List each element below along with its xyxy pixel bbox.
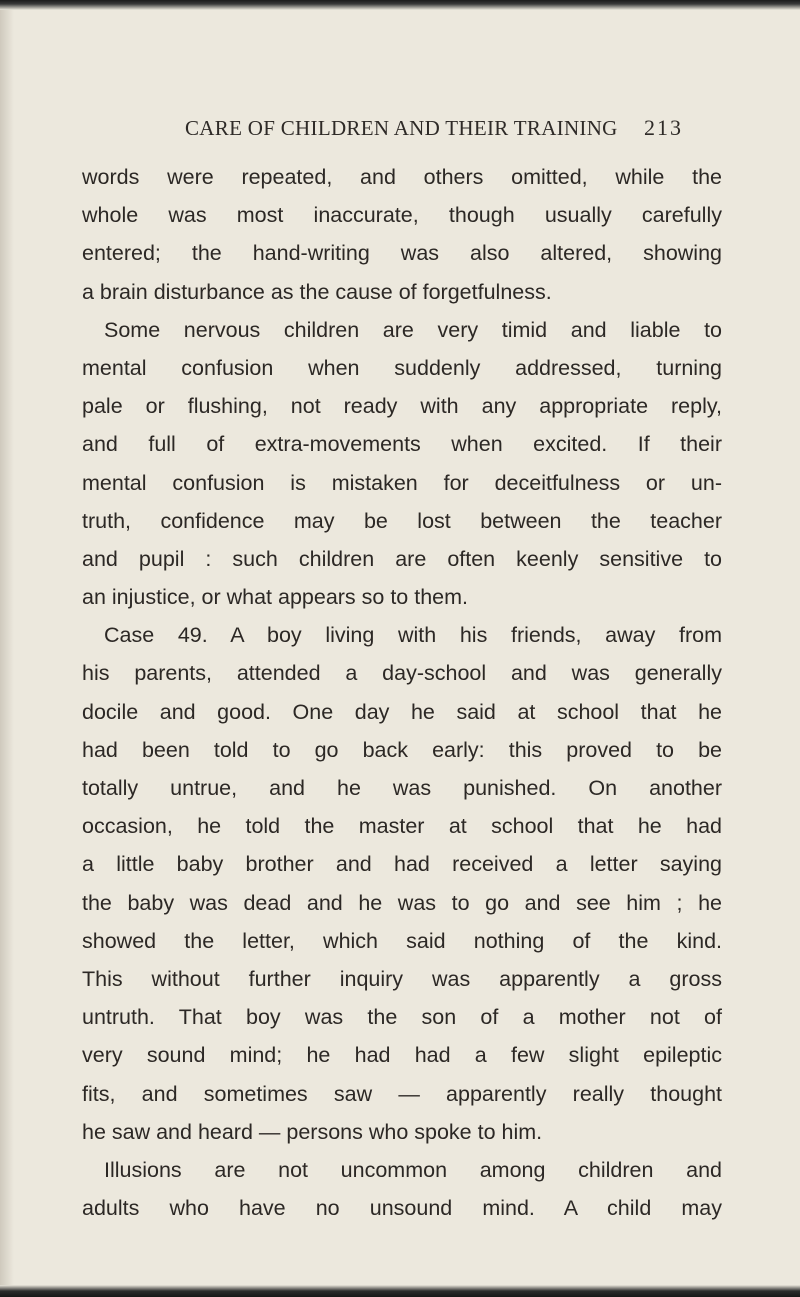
text-line: totally untrue, and he was punished. On another	[82, 776, 722, 800]
text-line: he saw and heard — persons who spoke to him.	[82, 1119, 543, 1144]
text-line: untruth. That boy was the son of a mother not of	[82, 1005, 722, 1030]
paragraph-start: Some nervous children are very timid and liable to	[104, 317, 722, 342]
body-text	[82, 158, 722, 1227]
text-line: an injustice, or what appears so to them.	[82, 585, 469, 610]
text-line: had been told to go back early: this proved to be	[82, 737, 722, 762]
text-line: very sound mind; he had had a few slight epileptic	[82, 1043, 722, 1068]
text-line: fits, and sometimes saw — apparently really thought	[82, 1081, 722, 1106]
text-line: mental confusion is mistaken for deceitfulness or un-	[82, 470, 722, 495]
page-top-edge	[0, 0, 800, 10]
paragraph-start: Illusions are not uncommon among children and	[104, 1157, 722, 1182]
text-line: a little baby brother and had received a letter saying	[82, 852, 722, 877]
text-line: entered; the hand-writing was also altered, showing	[82, 241, 722, 266]
paragraph-start: Case 49. A boy living with his friends, away from	[104, 623, 722, 648]
text-line: truth, confidence may be lost between the teacher	[82, 508, 722, 533]
page-bottom-edge	[0, 1285, 800, 1297]
text-line: the baby was dead and he was to go and see him ; he	[82, 890, 722, 915]
text-line: showed the letter, which said nothing of the kind.	[82, 928, 722, 953]
text-line: and full of extra-movements when excited. If their	[82, 432, 722, 457]
page-left-shadow	[0, 0, 14, 1297]
text-line: docile and good. One day he said at school that he	[82, 699, 722, 724]
text-line: This without further inquiry was apparently a gross	[82, 966, 722, 991]
text-line: occasion, he told the master at school that he had	[82, 814, 722, 839]
text-line: words were repeated, and others omitted, while the	[82, 165, 722, 189]
text-line: a brain disturbance as the cause of forgetfulness.	[82, 279, 552, 304]
running-head-title: CARE OF CHILDREN AND THEIR TRAINING	[185, 116, 618, 140]
running-head	[0, 116, 800, 146]
text-line: whole was most inaccurate, though usually carefully	[82, 203, 722, 228]
text-line: adults who have no unsound mind. A child may	[82, 1196, 722, 1221]
text-line: mental confusion when suddenly addressed, turning	[82, 355, 722, 380]
text-line: pale or flushing, not ready with any appropriate reply,	[82, 394, 722, 419]
text-line: his parents, attended a day-school and was generally	[82, 661, 722, 686]
page-number: 213	[644, 115, 683, 140]
text-line: and pupil : such children are often keenly sensitive to	[82, 546, 722, 571]
